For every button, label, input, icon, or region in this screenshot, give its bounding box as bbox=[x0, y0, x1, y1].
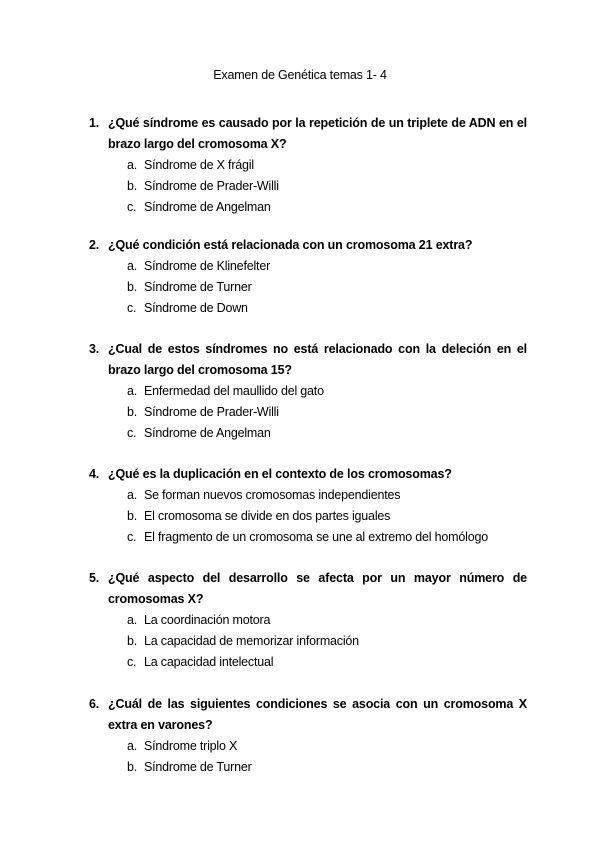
option-letter: b. bbox=[127, 760, 138, 774]
option-list bbox=[89, 155, 527, 218]
option-text: La coordinación motora bbox=[144, 613, 271, 627]
question-heading bbox=[89, 568, 527, 610]
option-letter: c. bbox=[127, 301, 137, 315]
option-c bbox=[89, 298, 527, 319]
option-c bbox=[89, 423, 527, 444]
option-letter: b. bbox=[127, 634, 138, 648]
option-letter: a. bbox=[127, 384, 138, 398]
question-5 bbox=[89, 568, 527, 673]
question-text: ¿Cual de estos síndromes no está relacionado con la deleción en el brazo largo del cromosoma 15? bbox=[108, 342, 527, 377]
option-text: La capacidad de memorizar información bbox=[144, 634, 359, 648]
option-letter: c. bbox=[127, 530, 137, 544]
option-letter: a. bbox=[127, 613, 138, 627]
option-text: El cromosoma se divide en dos partes iguales bbox=[144, 509, 391, 523]
option-list bbox=[89, 256, 527, 319]
question-2 bbox=[89, 235, 527, 319]
option-list bbox=[89, 485, 527, 548]
question-number: 2. bbox=[89, 238, 100, 252]
option-text: Síndrome de Angelman bbox=[144, 200, 271, 214]
question-number: 3. bbox=[89, 342, 100, 356]
option-text: Enfermedad del maullido del gato bbox=[144, 384, 324, 398]
option-list bbox=[89, 610, 527, 673]
option-text: Síndrome de Down bbox=[144, 301, 248, 315]
question-number: 4. bbox=[89, 467, 100, 481]
option-a bbox=[89, 381, 527, 402]
option-letter: a. bbox=[127, 158, 138, 172]
question-heading bbox=[89, 464, 527, 485]
option-text: Síndrome de Prader-Willi bbox=[144, 405, 279, 419]
option-b bbox=[89, 176, 527, 197]
option-b bbox=[89, 277, 527, 298]
option-letter: c. bbox=[127, 426, 137, 440]
option-c bbox=[89, 197, 527, 218]
option-text: Síndrome de Klinefelter bbox=[144, 259, 271, 273]
option-c bbox=[89, 527, 527, 548]
option-letter: b. bbox=[127, 280, 138, 294]
option-text: Síndrome de Turner bbox=[144, 280, 252, 294]
option-letter: a. bbox=[127, 259, 138, 273]
question-6 bbox=[89, 694, 527, 778]
option-letter: c. bbox=[127, 200, 137, 214]
option-text: Síndrome de Prader-Willi bbox=[144, 179, 279, 193]
question-3 bbox=[89, 339, 527, 444]
option-text: Síndrome de Angelman bbox=[144, 426, 271, 440]
option-letter: b. bbox=[127, 405, 138, 419]
question-text: ¿Qué es la duplicación en el contexto de los cromosomas? bbox=[108, 467, 452, 481]
option-a bbox=[89, 485, 527, 506]
option-a bbox=[89, 736, 527, 757]
document-title: Examen de Genética temas 1- 4 bbox=[213, 68, 387, 82]
question-heading bbox=[89, 235, 527, 256]
option-a bbox=[89, 256, 527, 277]
option-b bbox=[89, 506, 527, 527]
option-letter: b. bbox=[127, 179, 138, 193]
question-text: ¿Cuál de las siguientes condiciones se asocia con un cromosoma X extra en varones? bbox=[108, 697, 527, 732]
question-heading bbox=[89, 694, 527, 736]
question-heading bbox=[89, 113, 527, 155]
option-list bbox=[89, 381, 527, 444]
option-text: La capacidad intelectual bbox=[144, 655, 274, 669]
option-letter: b. bbox=[127, 509, 138, 523]
question-text: ¿Qué aspecto del desarrollo se afecta por un mayor número de cromosomas X? bbox=[108, 571, 527, 606]
question-1 bbox=[89, 113, 527, 218]
option-b bbox=[89, 757, 527, 778]
option-list bbox=[89, 736, 527, 778]
option-letter: a. bbox=[127, 739, 138, 753]
option-text: Síndrome de X frágil bbox=[144, 158, 254, 172]
option-b bbox=[89, 402, 527, 423]
option-text: Síndrome de Turner bbox=[144, 760, 252, 774]
option-c bbox=[89, 652, 527, 673]
question-text: ¿Qué condición está relacionada con un cromosoma 21 extra? bbox=[108, 238, 473, 252]
option-text: Síndrome triplo X bbox=[144, 739, 238, 753]
option-letter: a. bbox=[127, 488, 138, 502]
option-a bbox=[89, 155, 527, 176]
option-a bbox=[89, 610, 527, 631]
option-text: El fragmento de un cromosoma se une al extremo del homólogo bbox=[144, 530, 488, 544]
question-text: ¿Qué síndrome es causado por la repetición de un triplete de ADN en el brazo largo del cromosoma X? bbox=[108, 116, 527, 151]
question-heading bbox=[89, 339, 527, 381]
option-b bbox=[89, 631, 527, 652]
question-number: 1. bbox=[89, 116, 100, 130]
question-4 bbox=[89, 464, 527, 548]
option-letter: c. bbox=[127, 655, 137, 669]
option-text: Se forman nuevos cromosomas independientes bbox=[144, 488, 401, 502]
question-number: 5. bbox=[89, 571, 100, 585]
question-number: 6. bbox=[89, 697, 100, 711]
